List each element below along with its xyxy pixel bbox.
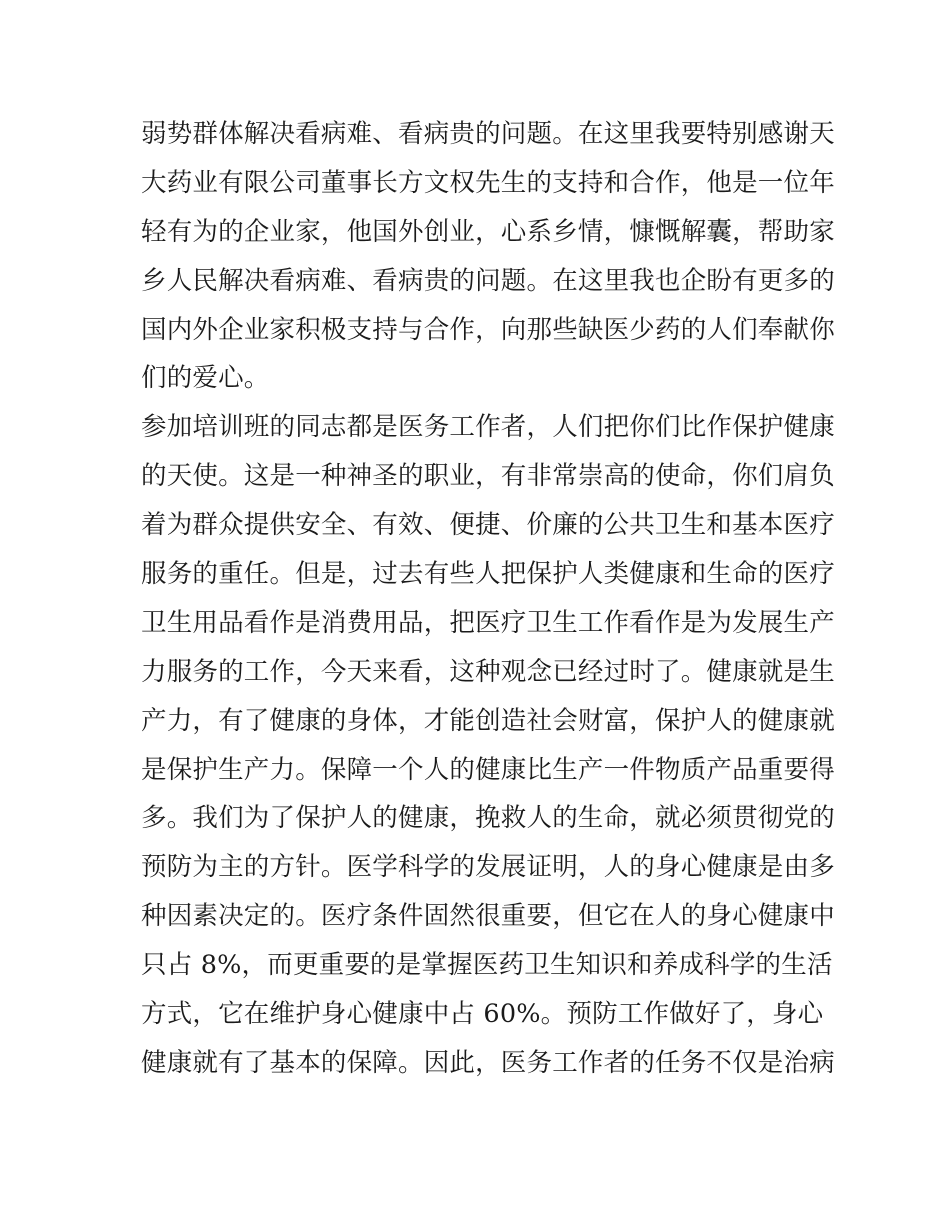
text-line: 健康就有了基本的保障。因此，医务工作者的任务不仅是治病	[141, 1047, 835, 1078]
text-line: 轻有为的企业家，他国外创业，心系乡情，慷慨解囊，帮助家	[141, 216, 835, 247]
text-line: 方式，它在维护身心健康中占 60%。预防工作做好了，身心	[141, 999, 824, 1030]
text-line: 是保护生产力。保障一个人的健康比生产一件物质产品重要得	[141, 754, 835, 785]
text-line: 产力，有了健康的身体，才能创造社会财富，保护人的健康就	[141, 705, 835, 736]
text-line: 的天使。这是一种神圣的职业，有非常崇高的使命，你们肩负	[141, 461, 835, 492]
text-line: 多。我们为了保护人的健康，挽救人的生命，就必须贯彻党的	[141, 803, 835, 834]
text-line: 卫生用品看作是消费用品，把医疗卫生工作看作是为发展生产	[141, 607, 835, 638]
text-line: 只占 8%，而更重要的是掌握医药卫生知识和养成科学的生活	[141, 950, 833, 981]
text-line: 力服务的工作，今天来看，这种观念已经过时了。健康就是生	[141, 656, 835, 687]
text-line: 国内外企业家积极支持与合作，向那些缺医少药的人们奉献你	[141, 314, 835, 345]
text-line: 们的爱心。	[141, 363, 270, 394]
body-text	[141, 110, 835, 1088]
text-line: 种因素决定的。医疗条件固然很重要，但它在人的身心健康中	[141, 901, 835, 932]
text-line: 着为群众提供安全、有效、便捷、价廉的公共卫生和基本医疗	[141, 510, 835, 541]
text-line: 服务的重任。但是，过去有些人把保护人类健康和生命的医疗	[141, 559, 835, 590]
text-line: 弱势群体解决看病难、看病贵的问题。在这里我要特别感谢天	[141, 119, 835, 149]
text-line: 大药业有限公司董事长方文权先生的支持和合作，他是一位年	[141, 167, 835, 198]
text-line: 参加培训班的同志都是医务工作者，人们把你们比作保护健康	[141, 412, 835, 443]
text-line: 乡人民解决看病难、看病贵的问题。在这里我也企盼有更多的	[141, 265, 835, 296]
text-line: 预防为主的方针。医学科学的发展证明，人的身心健康是由多	[141, 852, 835, 883]
